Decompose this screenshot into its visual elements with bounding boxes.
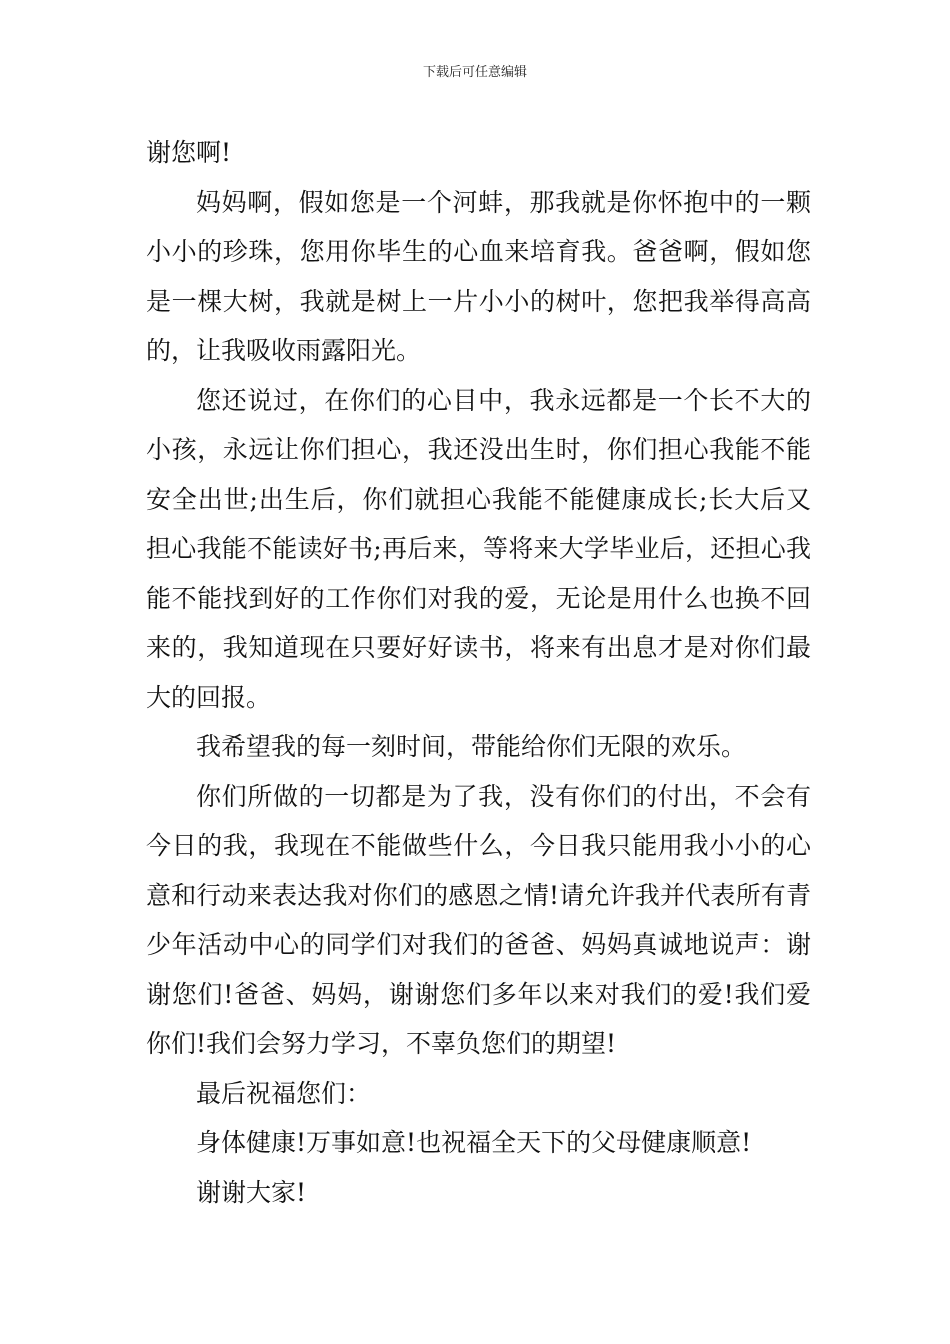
document-body [146,128,811,1217]
paragraph-6: 最后祝福您们： [196,1078,372,1108]
page-header-note: 下载后可任意编辑 [422,65,527,80]
paragraph-7: 身体健康!万事如意!也祝福全天下的父母健康顺意! [196,1128,752,1157]
paragraph-3: 您还说过，在你们的心目中，我永远都是一个长不大的小孩，永远让你们担心，我还没出生时，你们担心我能不能安全出世;出生后，你们就担心我能不能健康成长;长大后又担心我能不能读好书;再后来，等将来大学毕业后，还担心我能不能找到好的工作你们对我的爱，无论是用什么也换不回来的，我知道现在只要好好读书，将来有出息才是对你们最大的回报。 [146,385,811,712]
paragraph-1: 谢您啊! [146,138,232,167]
paragraph-2: 妈妈啊，假如您是一个河蚌，那我就是你怀抱中的一颗小小的珍珠，您用你毕生的心血来培育我。爸爸啊，假如您是一棵大树，我就是树上一片小小的树叶，您把我举得高高的，让我吸收雨露阳光。 [146,187,811,365]
paragraph-4: 我希望我的每一刻时间，带能给你们无限的欢乐。 [196,732,747,761]
paragraph-8: 谢谢大家! [196,1177,307,1207]
paragraph-5: 你们所做的一切都是为了我，没有你们的付出，不会有今日的我，我现在不能做些什么，今日我只能用我小小的心意和行动来表达我对你们的感恩之情!请允许我并代表所有青少年活动中心的同学们对我们的爸爸、妈妈真诚地说声：谢谢您们!爸爸、妈妈，谢谢您们多年以来对我们的爱!我们爱你们!我们会努力学习，不辜负您们的期望! [146,781,811,1058]
